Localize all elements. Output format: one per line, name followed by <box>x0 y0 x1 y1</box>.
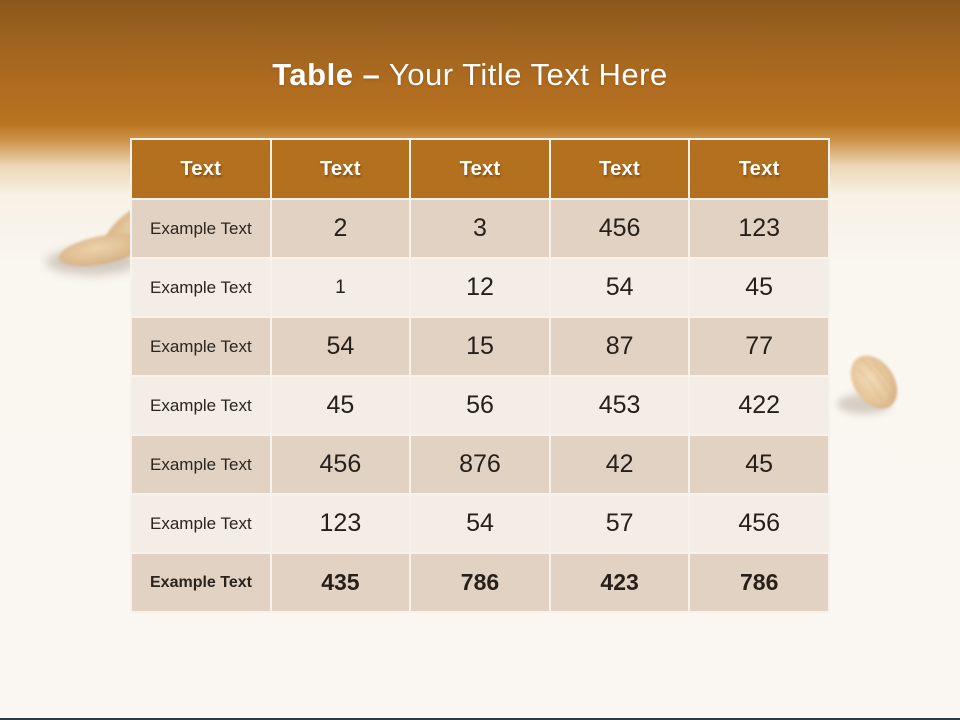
value-cell: 87 <box>551 318 689 375</box>
value-cell: 786 <box>690 554 828 611</box>
data-table <box>130 138 830 613</box>
value-cell: 786 <box>411 554 549 611</box>
value-cell: 435 <box>272 554 410 611</box>
slide-title <box>0 57 940 93</box>
value-cell: 15 <box>411 318 549 375</box>
value-cell: 456 <box>272 436 410 493</box>
value-cell: 456 <box>551 200 689 257</box>
header-cell: Text <box>132 140 270 198</box>
value-cell: 45 <box>690 436 828 493</box>
value-cell: 54 <box>272 318 410 375</box>
value-cell: 12 <box>411 259 549 316</box>
header-cell: Text <box>411 140 549 198</box>
row-label-cell: Example Text <box>132 259 270 316</box>
value-cell: 123 <box>272 495 410 552</box>
value-cell: 77 <box>690 318 828 375</box>
value-cell: 57 <box>551 495 689 552</box>
value-cell: 54 <box>411 495 549 552</box>
value-cell: 56 <box>411 377 549 434</box>
value-cell: 3 <box>411 200 549 257</box>
slide-title-prefix: Table – <box>272 57 381 92</box>
slide-title-text: Your Title Text Here <box>388 57 668 92</box>
value-cell: 1 <box>272 259 410 316</box>
row-label-cell: Example Text <box>132 377 270 434</box>
value-cell: 42 <box>551 436 689 493</box>
header-cell: Text <box>690 140 828 198</box>
value-cell: 456 <box>690 495 828 552</box>
value-cell: 54 <box>551 259 689 316</box>
header-cell: Text <box>551 140 689 198</box>
value-cell: 45 <box>690 259 828 316</box>
row-label-cell: Example Text <box>132 436 270 493</box>
row-label-cell: Example Text <box>132 200 270 257</box>
almond-right-image <box>830 342 930 437</box>
value-cell: 2 <box>272 200 410 257</box>
value-cell: 423 <box>551 554 689 611</box>
value-cell: 422 <box>690 377 828 434</box>
header-cell: Text <box>272 140 410 198</box>
value-cell: 876 <box>411 436 549 493</box>
row-label-cell: Example Text <box>132 554 270 611</box>
value-cell: 45 <box>272 377 410 434</box>
row-label-cell: Example Text <box>132 318 270 375</box>
row-label-cell: Example Text <box>132 495 270 552</box>
value-cell: 123 <box>690 200 828 257</box>
value-cell: 453 <box>551 377 689 434</box>
